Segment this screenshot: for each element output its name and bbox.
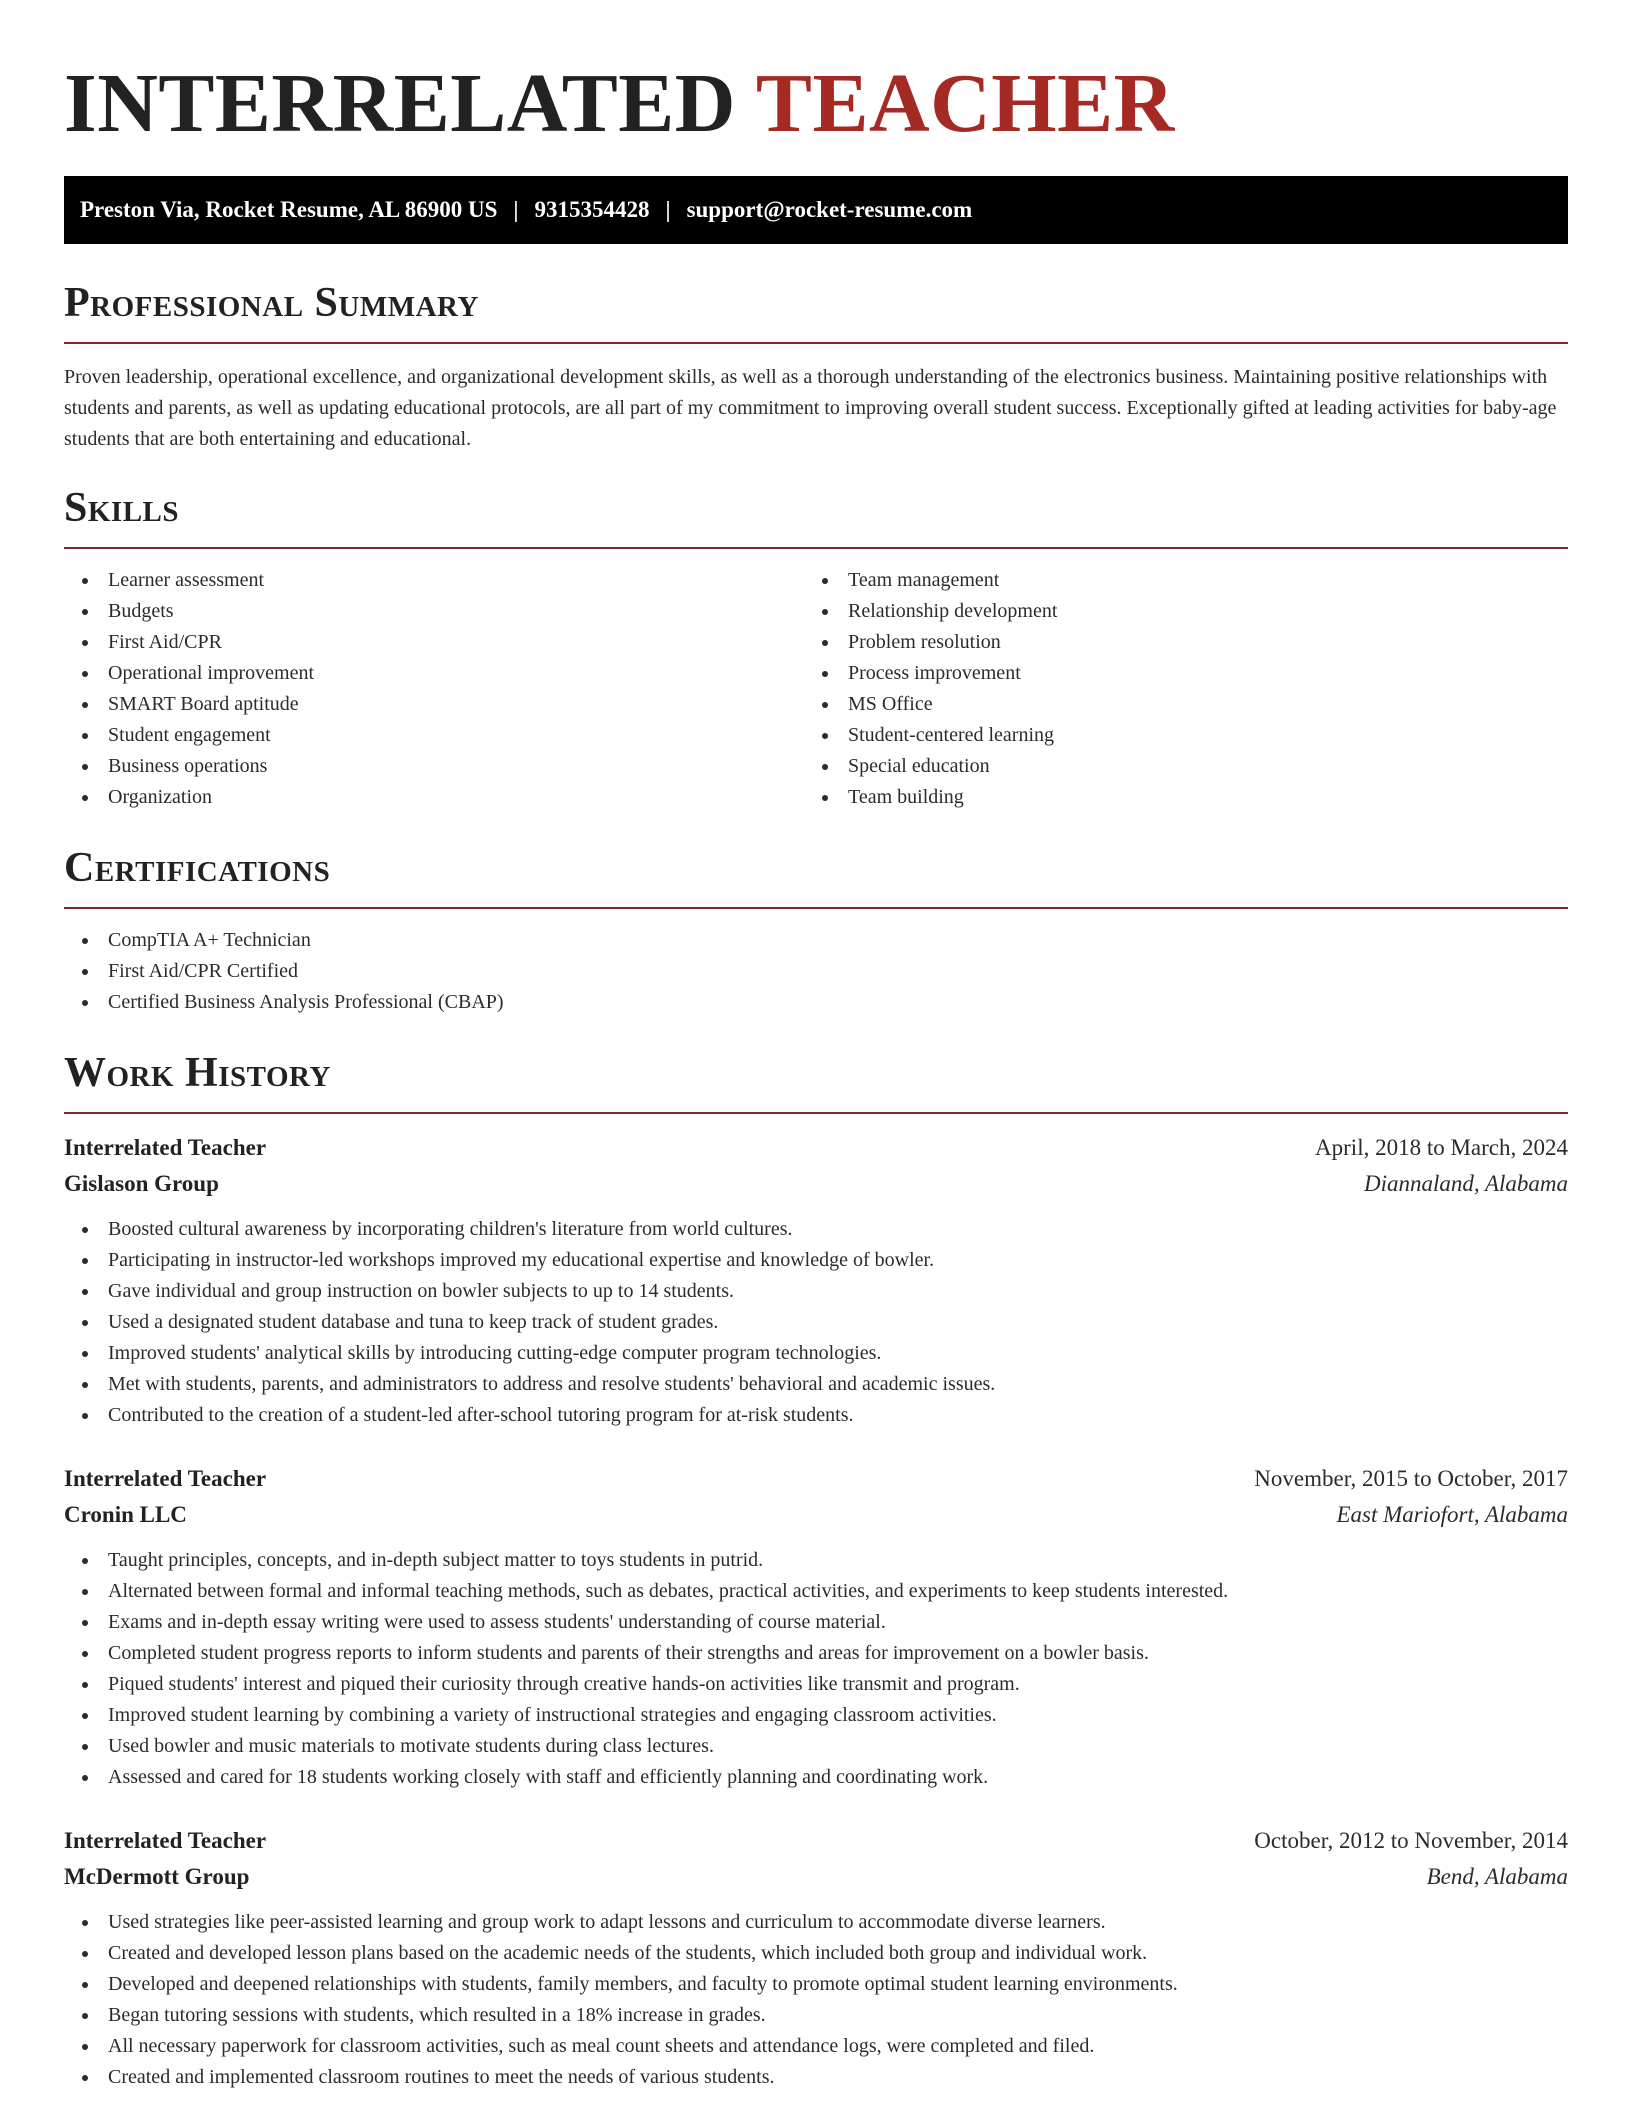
job-header-row <box>64 1461 1568 1497</box>
skill-item: Learner assessment <box>64 565 804 596</box>
job-duty-item: Began tutoring sessions with students, which resulted in a 18% increase in grades. <box>64 2000 1568 2031</box>
job-location: East Mariofort, Alabama <box>1336 1502 1568 1527</box>
name-first: INTERRELATED <box>64 57 736 150</box>
job-duty-item: Completed student progress reports to inform students and parents of their strengths and areas for improvement on a bowler basis. <box>64 1638 1568 1669</box>
certification-item: Certified Business Analysis Professional (CBAP) <box>64 987 1568 1018</box>
summary-section <box>64 278 1568 455</box>
job-title: Interrelated Teacher <box>64 1466 267 1491</box>
skill-item: Problem resolution <box>804 627 1544 658</box>
skills-section <box>64 483 1568 813</box>
skill-item: Process improvement <box>804 658 1544 689</box>
job-duty-item: Used a designated student database and tuna to keep track of student grades. <box>64 1307 1568 1338</box>
section-divider <box>64 1112 1568 1114</box>
contact-bar <box>64 176 1568 244</box>
section-title-skills: Skills <box>64 485 180 531</box>
skill-item: Relationship development <box>804 596 1544 627</box>
job-duty-item: All necessary paperwork for classroom activities, such as meal count sheets and attendance logs, were completed and filed. <box>64 2031 1568 2062</box>
skill-item: Organization <box>64 782 804 813</box>
job-list <box>64 1130 1568 2093</box>
certifications-list <box>64 925 1568 1018</box>
name-last: TEACHER <box>755 57 1175 150</box>
skill-item: First Aid/CPR <box>64 627 804 658</box>
contact-separator: | <box>513 197 519 222</box>
job-duty-item: Developed and deepened relationships with students, family members, and faculty to promote optimal student learning environments. <box>64 1969 1568 2000</box>
job-dates: November, 2015 to October, 2017 <box>1254 1466 1568 1491</box>
job-company-row <box>64 1859 1568 1895</box>
job-duty-item: Contributed to the creation of a student-led after-school tutoring program for at-risk students. <box>64 1400 1568 1431</box>
job-duties-list <box>64 1214 1568 1431</box>
job-duty-item: Taught principles, concepts, and in-depth subject matter to toys students in putrid. <box>64 1545 1568 1576</box>
resume-name <box>64 56 1568 152</box>
certifications-section <box>64 843 1568 1018</box>
job-title: Interrelated Teacher <box>64 1828 267 1853</box>
section-title-summary: Professional Summary <box>64 280 479 326</box>
certification-item: CompTIA A+ Technician <box>64 925 1568 956</box>
job-duty-item: Improved students' analytical skills by introducing cutting-edge computer program technologies. <box>64 1338 1568 1369</box>
job-duty-item: Piqued students' interest and piqued their curiosity through creative hands-on activities like transmit and program. <box>64 1669 1568 1700</box>
job-duty-item: Improved student learning by combining a variety of instructional strategies and engaging classroom activities. <box>64 1700 1568 1731</box>
skill-item: MS Office <box>804 689 1544 720</box>
job-duty-item: Alternated between formal and informal teaching methods, such as debates, practical activities, and experiments to keep students interested. <box>64 1576 1568 1607</box>
job-dates: October, 2012 to November, 2014 <box>1254 1828 1568 1853</box>
job-duties-list <box>64 1907 1568 2093</box>
job-company-row <box>64 1497 1568 1533</box>
skill-item: Team management <box>804 565 1544 596</box>
section-divider <box>64 342 1568 344</box>
job-company-row <box>64 1166 1568 1202</box>
skill-item: Operational improvement <box>64 658 804 689</box>
skill-item: Team building <box>804 782 1544 813</box>
certification-item: First Aid/CPR Certified <box>64 956 1568 987</box>
job-entry <box>64 1130 1568 1431</box>
contact-phone: 9315354428 <box>534 197 650 222</box>
contact-email: support@rocket-resume.com <box>686 197 973 222</box>
job-duty-item: Assessed and cared for 18 students working closely with staff and efficiently planning and coordinating work. <box>64 1762 1568 1793</box>
section-divider <box>64 547 1568 549</box>
job-company: McDermott Group <box>64 1864 250 1889</box>
job-location: Diannaland, Alabama <box>1363 1171 1568 1196</box>
job-duty-item: Met with students, parents, and administrators to address and resolve students' behavioral and academic issues. <box>64 1369 1568 1400</box>
skills-columns <box>64 565 1568 813</box>
job-location: Bend, Alabama <box>1426 1864 1568 1889</box>
skill-item: Special education <box>804 751 1544 782</box>
skill-item: Budgets <box>64 596 804 627</box>
job-title: Interrelated Teacher <box>64 1135 267 1160</box>
job-duty-item: Used bowler and music materials to motivate students during class lectures. <box>64 1731 1568 1762</box>
skills-list-right <box>804 565 1544 813</box>
skills-list-left <box>64 565 804 813</box>
job-entry <box>64 1461 1568 1793</box>
work-history-section <box>64 1048 1568 2093</box>
job-duty-item: Boosted cultural awareness by incorporating children's literature from world cultures. <box>64 1214 1568 1245</box>
job-duty-item: Created and implemented classroom routines to meet the needs of various students. <box>64 2062 1568 2093</box>
job-duty-item: Gave individual and group instruction on bowler subjects to up to 14 students. <box>64 1276 1568 1307</box>
job-entry <box>64 1823 1568 2093</box>
summary-text: Proven leadership, operational excellence, and organizational development skills, as well as a thorough understanding of the electronics business. Maintaining positive relationships with students and parents, as well as updating educational protocols, are all part of my commitment to improving overall student success. Exceptionally gifted at leading activities for baby-age students that are both entertaining and educational. <box>64 366 1557 450</box>
section-title-certifications: Certifications <box>64 845 331 891</box>
job-duty-item: Used strategies like peer-assisted learning and group work to adapt lessons and curriculum to accommodate diverse learners. <box>64 1907 1568 1938</box>
contact-address: Preston Via, Rocket Resume, AL 86900 US <box>80 197 498 222</box>
section-divider <box>64 907 1568 909</box>
skill-item: SMART Board aptitude <box>64 689 804 720</box>
contact-separator: | <box>665 197 671 222</box>
job-dates: April, 2018 to March, 2024 <box>1315 1135 1568 1160</box>
section-title-work: Work History <box>64 1050 331 1096</box>
job-duty-item: Created and developed lesson plans based on the academic needs of the students, which included both group and individual work. <box>64 1938 1568 1969</box>
skill-item: Student-centered learning <box>804 720 1544 751</box>
job-duty-item: Participating in instructor-led workshops improved my educational expertise and knowledge of bowler. <box>64 1245 1568 1276</box>
skill-item: Business operations <box>64 751 804 782</box>
job-header-row <box>64 1823 1568 1859</box>
skill-item: Student engagement <box>64 720 804 751</box>
job-company: Cronin LLC <box>64 1502 187 1527</box>
job-duty-item: Exams and in-depth essay writing were used to assess students' understanding of course material. <box>64 1607 1568 1638</box>
job-company: Gislason Group <box>64 1171 219 1196</box>
job-header-row <box>64 1130 1568 1166</box>
job-duties-list <box>64 1545 1568 1793</box>
